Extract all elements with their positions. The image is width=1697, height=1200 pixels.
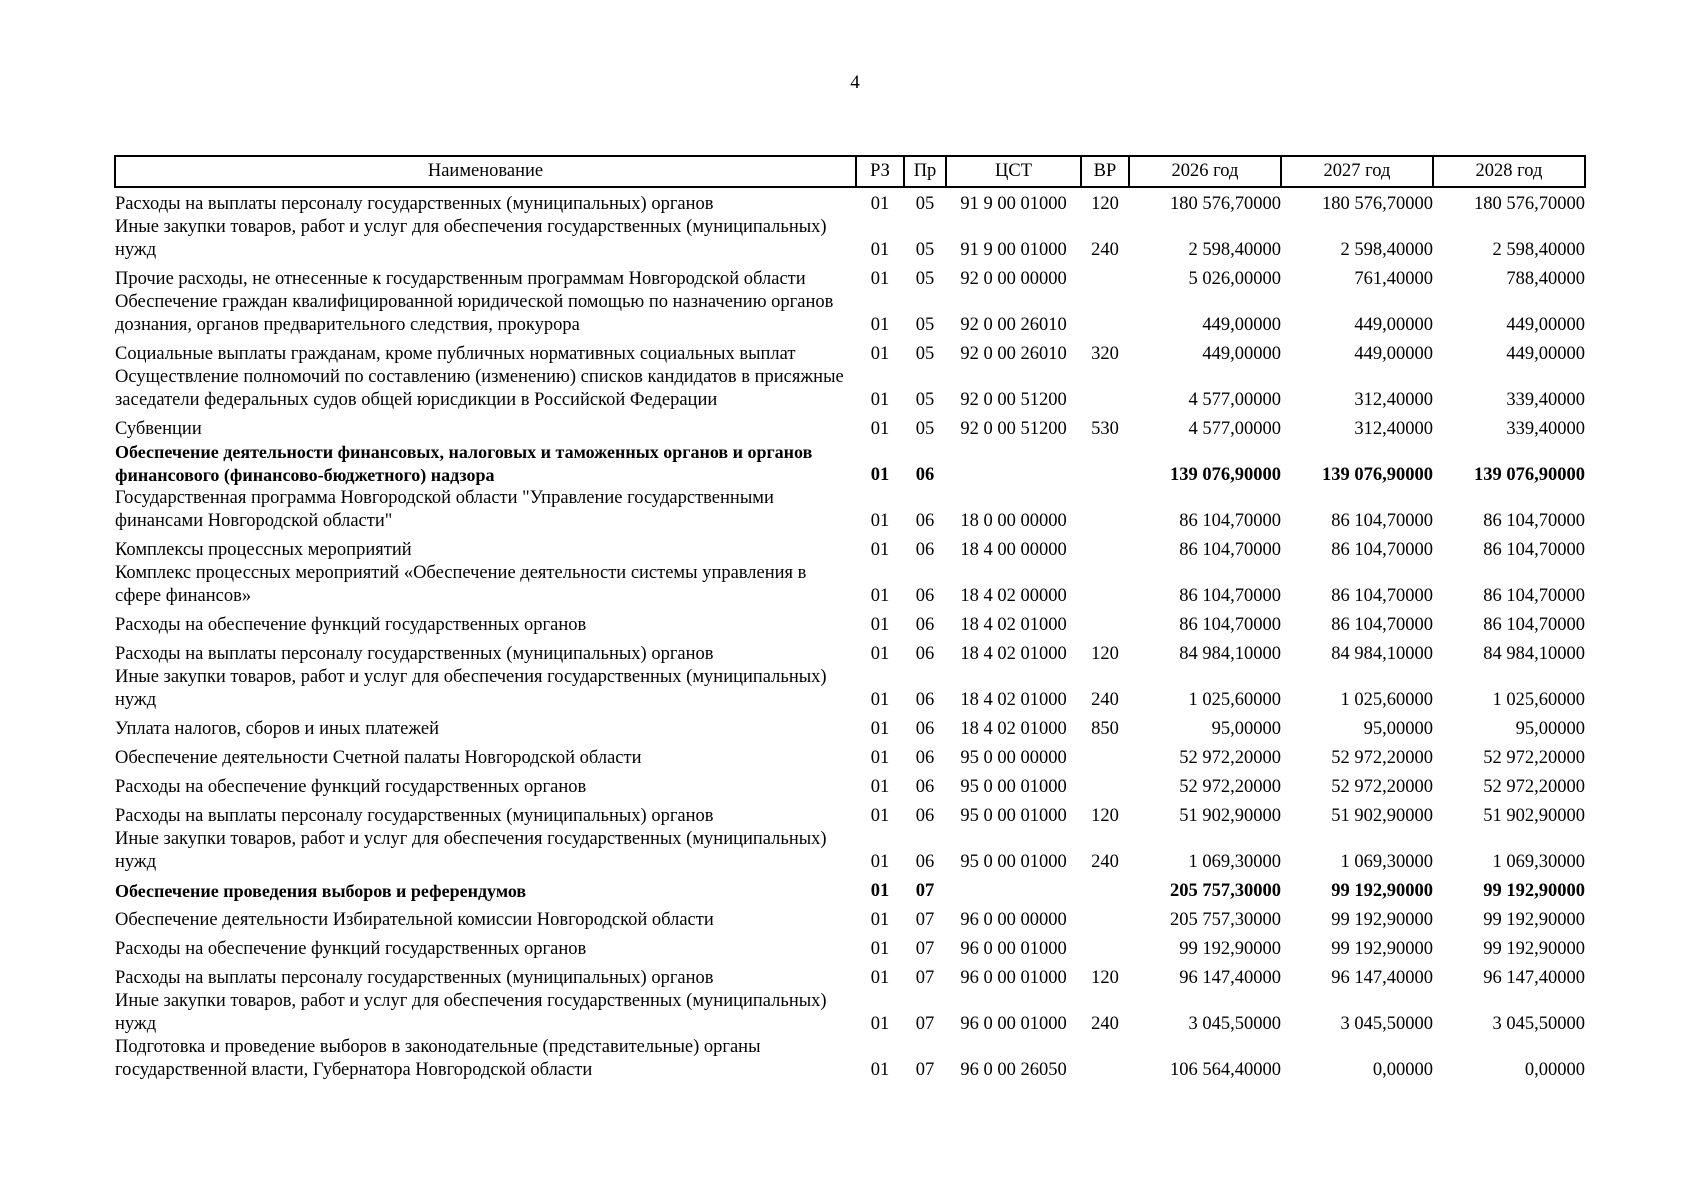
table-row bbox=[115, 441, 1585, 487]
cell-2027: 86 104,70000 bbox=[1331, 511, 1433, 531]
cell-2027: 1 025,60000 bbox=[1340, 690, 1433, 710]
cell-name: Комплекс процессных мероприятий «Обеспечение деятельности системы управления в сфере финансов» bbox=[115, 563, 807, 606]
cell-vr bbox=[1081, 608, 1129, 637]
cell-2026: 99 192,90000 bbox=[1179, 939, 1281, 959]
cell-2028: 3 045,50000 bbox=[1492, 1014, 1585, 1034]
cell-name: Подготовка и проведение выборов в законодательные (представительные) органы государственной власти, Губернатора Новгородской области bbox=[115, 1037, 761, 1080]
cell-2026: 95,00000 bbox=[1211, 719, 1281, 739]
cell-name: Расходы на выплаты персоналу государственных (муниципальных) органов bbox=[115, 806, 714, 826]
cell-vr bbox=[1081, 441, 1129, 487]
cell-name: Социальные выплаты гражданам, кроме публичных нормативных социальных выплат bbox=[115, 344, 796, 364]
table-row bbox=[115, 1036, 1585, 1082]
cell-2027: 96 147,40000 bbox=[1331, 968, 1433, 988]
table-row bbox=[115, 291, 1585, 337]
cell-rz: 01 bbox=[870, 852, 890, 872]
cell-vr: 530 bbox=[1091, 419, 1119, 439]
cell-2028: 52 972,20000 bbox=[1483, 777, 1585, 797]
cell-vr: 240 bbox=[1091, 240, 1119, 260]
cell-2027: 761,40000 bbox=[1354, 269, 1433, 289]
cell-pr: 06 bbox=[915, 540, 935, 560]
cell-name: Расходы на выплаты персоналу государственных (муниципальных) органов bbox=[115, 194, 714, 214]
cell-vr bbox=[1081, 291, 1129, 337]
table-body bbox=[115, 187, 1585, 1082]
cell-name: Прочие расходы, не отнесенные к государственным программам Новгородской области bbox=[115, 269, 806, 289]
cell-name: Уплата налогов, сборов и иных платежей bbox=[115, 719, 440, 739]
cell-cst bbox=[946, 441, 1081, 487]
cell-rz: 01 bbox=[870, 748, 890, 768]
header-rz: РЗ bbox=[856, 156, 904, 187]
cell-2026: 86 104,70000 bbox=[1179, 615, 1281, 635]
cell-cst: 96 0 00 01000 bbox=[960, 968, 1067, 988]
cell-vr bbox=[1081, 741, 1129, 770]
cell-2028: 96 147,40000 bbox=[1483, 968, 1585, 988]
cell-name: Расходы на обеспечение функций государственных органов bbox=[115, 939, 587, 959]
cell-cst: 18 4 02 00000 bbox=[960, 586, 1067, 606]
cell-cst: 92 0 00 26010 bbox=[960, 344, 1067, 364]
cell-pr: 06 bbox=[915, 748, 935, 768]
cell-pr: 05 bbox=[915, 344, 935, 364]
cell-2028: 449,00000 bbox=[1506, 315, 1585, 335]
cell-vr: 240 bbox=[1091, 852, 1119, 872]
cell-cst: 18 4 00 00000 bbox=[960, 540, 1067, 560]
cell-2028: 86 104,70000 bbox=[1483, 511, 1585, 531]
table-row bbox=[115, 932, 1585, 961]
table-row bbox=[115, 770, 1585, 799]
cell-rz: 01 bbox=[870, 690, 890, 710]
table-row bbox=[115, 799, 1585, 828]
cell-vr: 120 bbox=[1091, 968, 1119, 988]
cell-2026: 52 972,20000 bbox=[1179, 777, 1281, 797]
cell-rz: 01 bbox=[870, 344, 890, 364]
table-row bbox=[115, 961, 1585, 990]
cell-2026: 449,00000 bbox=[1202, 315, 1281, 335]
cell-pr: 06 bbox=[915, 586, 935, 606]
cell-pr: 05 bbox=[915, 390, 935, 410]
cell-vr: 850 bbox=[1091, 719, 1119, 739]
cell-name: Расходы на обеспечение функций государственных органов bbox=[115, 615, 587, 635]
cell-2026: 4 577,00000 bbox=[1188, 419, 1281, 439]
cell-name: Расходы на выплаты персоналу государственных (муниципальных) органов bbox=[115, 644, 714, 664]
cell-rz: 01 bbox=[870, 240, 890, 260]
table-row bbox=[115, 712, 1585, 741]
cell-vr bbox=[1081, 562, 1129, 608]
cell-cst: 92 0 00 26010 bbox=[960, 315, 1067, 335]
cell-cst: 95 0 00 00000 bbox=[960, 748, 1067, 768]
table-row bbox=[115, 637, 1585, 666]
cell-2028: 84 984,10000 bbox=[1483, 644, 1585, 664]
cell-cst: 96 0 00 26050 bbox=[960, 1060, 1067, 1080]
cell-vr: 240 bbox=[1091, 1014, 1119, 1034]
table-row bbox=[115, 666, 1585, 712]
cell-rz: 01 bbox=[870, 465, 890, 485]
cell-rz: 01 bbox=[870, 615, 890, 635]
cell-2028: 139 076,90000 bbox=[1474, 465, 1585, 485]
cell-2027: 0,00000 bbox=[1372, 1060, 1433, 1080]
header-2028: 2028 год bbox=[1433, 156, 1585, 187]
cell-2028: 52 972,20000 bbox=[1483, 748, 1585, 768]
cell-2027: 86 104,70000 bbox=[1331, 540, 1433, 560]
cell-rz: 01 bbox=[870, 806, 890, 826]
cell-2026: 84 984,10000 bbox=[1179, 644, 1281, 664]
cell-2027: 139 076,90000 bbox=[1322, 465, 1433, 485]
cell-pr: 05 bbox=[915, 194, 935, 214]
cell-name: Осуществление полномочий по составлению (изменению) списков кандидатов в присяжные заседатели федеральных судов общей юрисдикции в Российской Федерации bbox=[115, 367, 844, 410]
cell-rz: 01 bbox=[870, 269, 890, 289]
cell-cst: 92 0 00 51200 bbox=[960, 419, 1067, 439]
cell-2027: 86 104,70000 bbox=[1331, 586, 1433, 606]
header-pr: Пр bbox=[904, 156, 946, 187]
cell-2026: 2 598,40000 bbox=[1188, 240, 1281, 260]
cell-2026: 1 025,60000 bbox=[1188, 690, 1281, 710]
cell-vr: 120 bbox=[1091, 806, 1119, 826]
cell-2027: 95,00000 bbox=[1363, 719, 1433, 739]
cell-2026: 86 104,70000 bbox=[1179, 511, 1281, 531]
cell-pr: 05 bbox=[915, 269, 935, 289]
table-row bbox=[115, 337, 1585, 366]
cell-pr: 05 bbox=[915, 240, 935, 260]
cell-pr: 07 bbox=[915, 1060, 935, 1080]
cell-2027: 449,00000 bbox=[1354, 344, 1433, 364]
cell-2026: 139 076,90000 bbox=[1170, 465, 1281, 485]
cell-2028: 99 192,90000 bbox=[1483, 939, 1585, 959]
cell-vr bbox=[1081, 874, 1129, 903]
cell-2028: 86 104,70000 bbox=[1483, 540, 1585, 560]
cell-2028: 180 576,70000 bbox=[1474, 194, 1585, 214]
cell-name: Обеспечение деятельности Избирательной комиссии Новгородской области bbox=[115, 910, 714, 930]
cell-cst: 96 0 00 01000 bbox=[960, 939, 1067, 959]
cell-2028: 86 104,70000 bbox=[1483, 615, 1585, 635]
cell-rz: 01 bbox=[870, 540, 890, 560]
cell-vr bbox=[1081, 903, 1129, 932]
table-header-row bbox=[115, 156, 1585, 187]
table-row bbox=[115, 741, 1585, 770]
cell-vr bbox=[1081, 533, 1129, 562]
cell-2028: 0,00000 bbox=[1524, 1060, 1585, 1080]
cell-2028: 339,40000 bbox=[1506, 390, 1585, 410]
cell-rz: 01 bbox=[870, 1014, 890, 1034]
cell-name: Расходы на выплаты персоналу государственных (муниципальных) органов bbox=[115, 968, 714, 988]
cell-2027: 52 972,20000 bbox=[1331, 748, 1433, 768]
cell-2026: 205 757,30000 bbox=[1170, 881, 1281, 901]
cell-vr bbox=[1081, 1036, 1129, 1082]
cell-pr: 06 bbox=[915, 690, 935, 710]
cell-pr: 05 bbox=[915, 419, 935, 439]
cell-2026: 3 045,50000 bbox=[1188, 1014, 1281, 1034]
cell-pr: 06 bbox=[915, 719, 935, 739]
table-row bbox=[115, 562, 1585, 608]
cell-name: Обеспечение деятельности Счетной палаты Новгородской области bbox=[115, 748, 642, 768]
cell-2026: 96 147,40000 bbox=[1179, 968, 1281, 988]
cell-rz: 01 bbox=[870, 777, 890, 797]
cell-2027: 99 192,90000 bbox=[1331, 881, 1433, 901]
cell-2027: 2 598,40000 bbox=[1340, 240, 1433, 260]
table-row bbox=[115, 903, 1585, 932]
cell-rz: 01 bbox=[870, 194, 890, 214]
cell-rz: 01 bbox=[870, 939, 890, 959]
cell-rz: 01 bbox=[870, 586, 890, 606]
cell-cst: 92 0 00 51200 bbox=[960, 390, 1067, 410]
cell-cst: 18 4 02 01000 bbox=[960, 615, 1067, 635]
cell-pr: 05 bbox=[915, 315, 935, 335]
cell-2028: 2 598,40000 bbox=[1492, 240, 1585, 260]
cell-cst: 18 0 00 00000 bbox=[960, 511, 1067, 531]
cell-rz: 01 bbox=[870, 881, 890, 901]
cell-cst: 96 0 00 00000 bbox=[960, 910, 1067, 930]
cell-vr bbox=[1081, 932, 1129, 961]
cell-rz: 01 bbox=[870, 719, 890, 739]
cell-cst: 96 0 00 01000 bbox=[960, 1014, 1067, 1034]
cell-name: Расходы на обеспечение функций государственных органов bbox=[115, 777, 587, 797]
cell-rz: 01 bbox=[870, 511, 890, 531]
cell-rz: 01 bbox=[870, 390, 890, 410]
cell-cst: 92 0 00 00000 bbox=[960, 269, 1067, 289]
header-2026: 2026 год bbox=[1129, 156, 1281, 187]
cell-2027: 51 902,90000 bbox=[1331, 806, 1433, 826]
cell-pr: 06 bbox=[915, 852, 935, 872]
cell-2028: 449,00000 bbox=[1506, 344, 1585, 364]
cell-vr: 240 bbox=[1091, 690, 1119, 710]
cell-pr: 07 bbox=[915, 1014, 935, 1034]
cell-vr: 320 bbox=[1091, 344, 1119, 364]
cell-rz: 01 bbox=[870, 315, 890, 335]
cell-rz: 01 bbox=[870, 419, 890, 439]
cell-2026: 205 757,30000 bbox=[1170, 910, 1281, 930]
cell-cst: 18 4 02 01000 bbox=[960, 690, 1067, 710]
cell-rz: 01 bbox=[870, 644, 890, 664]
cell-2026: 86 104,70000 bbox=[1179, 540, 1281, 560]
cell-2028: 86 104,70000 bbox=[1483, 586, 1585, 606]
cell-2026: 51 902,90000 bbox=[1179, 806, 1281, 826]
cell-2027: 99 192,90000 bbox=[1331, 910, 1433, 930]
cell-cst: 18 4 02 01000 bbox=[960, 644, 1067, 664]
table-row bbox=[115, 487, 1585, 533]
cell-name: Обеспечение проведения выборов и референдумов bbox=[115, 881, 527, 901]
cell-2027: 312,40000 bbox=[1354, 419, 1433, 439]
cell-2028: 99 192,90000 bbox=[1483, 881, 1585, 901]
cell-cst: 95 0 00 01000 bbox=[960, 852, 1067, 872]
cell-name: Иные закупки товаров, работ и услуг для обеспечения государственных (муниципальных) нужд bbox=[115, 991, 827, 1034]
header-vr: ВР bbox=[1081, 156, 1129, 187]
cell-2026: 86 104,70000 bbox=[1179, 586, 1281, 606]
cell-2028: 1 025,60000 bbox=[1492, 690, 1585, 710]
cell-vr bbox=[1081, 262, 1129, 291]
budget-table bbox=[114, 155, 1586, 1082]
cell-2027: 84 984,10000 bbox=[1331, 644, 1433, 664]
cell-pr: 06 bbox=[915, 806, 935, 826]
cell-vr: 120 bbox=[1091, 644, 1119, 664]
cell-2027: 52 972,20000 bbox=[1331, 777, 1433, 797]
table-row bbox=[115, 216, 1585, 262]
header-cst: ЦСТ bbox=[946, 156, 1081, 187]
cell-2026: 449,00000 bbox=[1202, 344, 1281, 364]
cell-rz: 01 bbox=[870, 968, 890, 988]
cell-2028: 95,00000 bbox=[1515, 719, 1585, 739]
cell-name: Государственная программа Новгородской области "Управление государственными финансами Новгородской области" bbox=[115, 488, 774, 531]
cell-2027: 3 045,50000 bbox=[1340, 1014, 1433, 1034]
table-row bbox=[115, 533, 1585, 562]
table-row bbox=[115, 828, 1585, 874]
cell-name: Обеспечение граждан квалифицированной юридической помощью по назначению органов дознания, органов предварительного следствия, прокурора bbox=[115, 292, 834, 335]
cell-pr: 06 bbox=[915, 465, 935, 485]
cell-2026: 180 576,70000 bbox=[1170, 194, 1281, 214]
cell-name: Иные закупки товаров, работ и услуг для обеспечения государственных (муниципальных) нужд bbox=[115, 217, 827, 260]
cell-pr: 07 bbox=[915, 881, 935, 901]
cell-vr: 120 bbox=[1091, 194, 1119, 214]
cell-name: Обеспечение деятельности финансовых, налоговых и таможенных органов и органов финансового (финансово-бюджетного) надзора bbox=[115, 442, 813, 485]
cell-pr: 07 bbox=[915, 910, 935, 930]
cell-pr: 06 bbox=[915, 644, 935, 664]
cell-2028: 1 069,30000 bbox=[1492, 852, 1585, 872]
cell-2028: 339,40000 bbox=[1506, 419, 1585, 439]
cell-2027: 86 104,70000 bbox=[1331, 615, 1433, 635]
cell-vr bbox=[1081, 366, 1129, 412]
cell-vr bbox=[1081, 770, 1129, 799]
cell-2028: 51 902,90000 bbox=[1483, 806, 1585, 826]
table-row bbox=[115, 187, 1585, 216]
cell-2026: 4 577,00000 bbox=[1188, 390, 1281, 410]
table-row bbox=[115, 262, 1585, 291]
cell-2026: 52 972,20000 bbox=[1179, 748, 1281, 768]
cell-name: Иные закупки товаров, работ и услуг для обеспечения государственных (муниципальных) нужд bbox=[115, 667, 827, 710]
cell-2027: 1 069,30000 bbox=[1340, 852, 1433, 872]
cell-pr: 06 bbox=[915, 615, 935, 635]
cell-2027: 449,00000 bbox=[1354, 315, 1433, 335]
cell-name: Иные закупки товаров, работ и услуг для обеспечения государственных (муниципальных) нужд bbox=[115, 829, 827, 872]
cell-2027: 312,40000 bbox=[1354, 390, 1433, 410]
cell-2026: 5 026,00000 bbox=[1188, 269, 1281, 289]
cell-cst: 91 9 00 01000 bbox=[960, 194, 1067, 214]
cell-2026: 106 564,40000 bbox=[1170, 1060, 1281, 1080]
cell-cst: 18 4 02 01000 bbox=[960, 719, 1067, 739]
table-row bbox=[115, 990, 1585, 1036]
cell-name: Комплексы процессных мероприятий bbox=[115, 540, 412, 560]
cell-cst: 95 0 00 01000 bbox=[960, 777, 1067, 797]
page-number: 4 bbox=[850, 72, 860, 93]
cell-rz: 01 bbox=[870, 1060, 890, 1080]
table-row bbox=[115, 874, 1585, 903]
cell-pr: 06 bbox=[915, 777, 935, 797]
cell-2028: 99 192,90000 bbox=[1483, 910, 1585, 930]
cell-rz: 01 bbox=[870, 910, 890, 930]
header-2027: 2027 год bbox=[1281, 156, 1433, 187]
cell-2026: 1 069,30000 bbox=[1188, 852, 1281, 872]
cell-vr bbox=[1081, 487, 1129, 533]
cell-cst bbox=[946, 874, 1081, 903]
cell-cst: 95 0 00 01000 bbox=[960, 806, 1067, 826]
table-row bbox=[115, 608, 1585, 637]
cell-pr: 06 bbox=[915, 511, 935, 531]
cell-2027: 99 192,90000 bbox=[1331, 939, 1433, 959]
header-name: Наименование bbox=[115, 156, 856, 187]
cell-pr: 07 bbox=[915, 968, 935, 988]
cell-pr: 07 bbox=[915, 939, 935, 959]
cell-name: Субвенции bbox=[115, 419, 202, 439]
table-row bbox=[115, 366, 1585, 412]
table-row bbox=[115, 412, 1585, 441]
cell-2028: 788,40000 bbox=[1506, 269, 1585, 289]
cell-cst: 91 9 00 01000 bbox=[960, 240, 1067, 260]
cell-2027: 180 576,70000 bbox=[1322, 194, 1433, 214]
